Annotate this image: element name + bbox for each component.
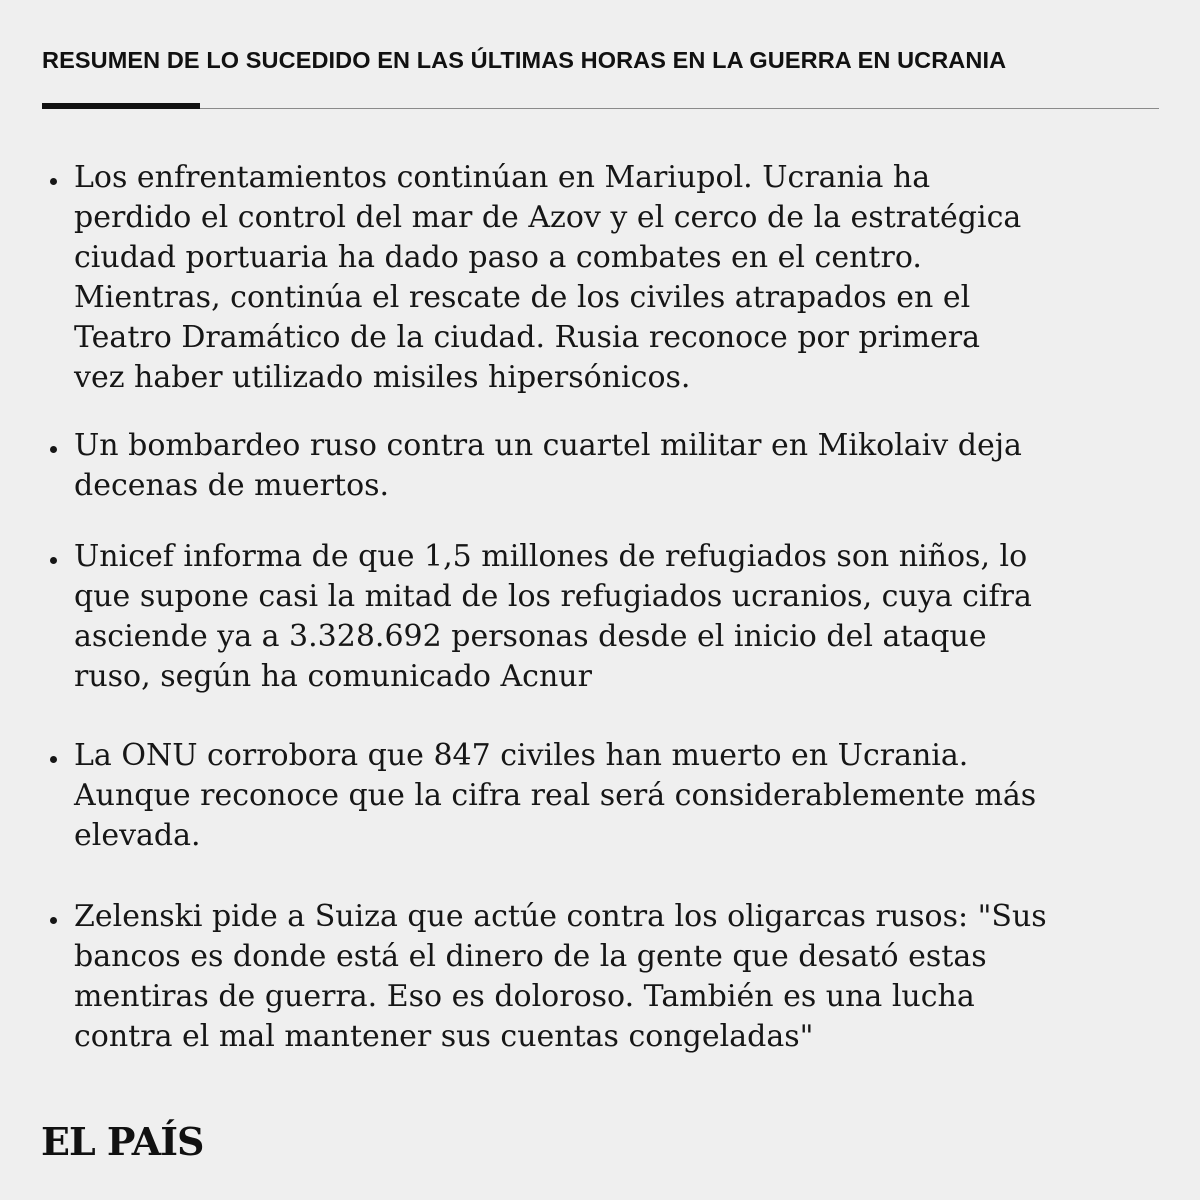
title-underline-accent [42,103,200,109]
list-item-text: Unicef informa de que 1,5 millones de refugiados son niños, lo que supone casi la mitad de los refugiados ucranios, cuya cifra asciende ya a 3.328.692 personas desde el inicio del ataque ruso, según ha comunicado Acnur [74,539,1032,694]
bullet-icon [50,537,74,564]
bullet-icon [50,897,74,924]
list-item-text: Zelenski pide a Suiza que actúe contra los oligarcas rusos: "Sus bancos es donde está el dinero de la gente que desató estas mentiras de guerra. Eso es doloroso. También es una lucha contra el mal mantener sus cuentas congeladas" [74,899,1047,1054]
list-item-text: La ONU corrobora que 847 civiles han muerto en Ucrania. Aunque reconoce que la cifra real será considerablemente más elevada. [74,738,1037,853]
bullet-icon [50,158,74,185]
list-item [50,537,1150,697]
list-item [50,426,1150,506]
list-item-text: Los enfrentamientos continúan en Mariupol. Ucrania ha perdido el control del mar de Azov y el cerco de la estratégica ciudad portuaria ha dado paso a combates en el centro. Mientras, continúa el rescate de los civiles atrapados en el Teatro Dramático de la ciudad. Rusia reconoce por primera vez haber utilizado misiles hipersónicos. [74,160,1022,395]
list-item-text: Un bombardeo ruso contra un cuartel militar en Mikolaiv deja decenas de muertos. [74,428,1022,503]
bullet-icon [50,736,74,763]
list-item [50,897,1150,1057]
page-title: RESUMEN DE LO SUCEDIDO EN LAS ÚLTIMAS HORAS EN LA GUERRA EN UCRANIA [42,47,1007,73]
el-pais-logo: EL PAÍS [41,1119,204,1164]
bullet-icon [50,426,74,453]
title-underline [42,108,1159,109]
list-item [50,736,1150,856]
list-item [50,158,1150,398]
